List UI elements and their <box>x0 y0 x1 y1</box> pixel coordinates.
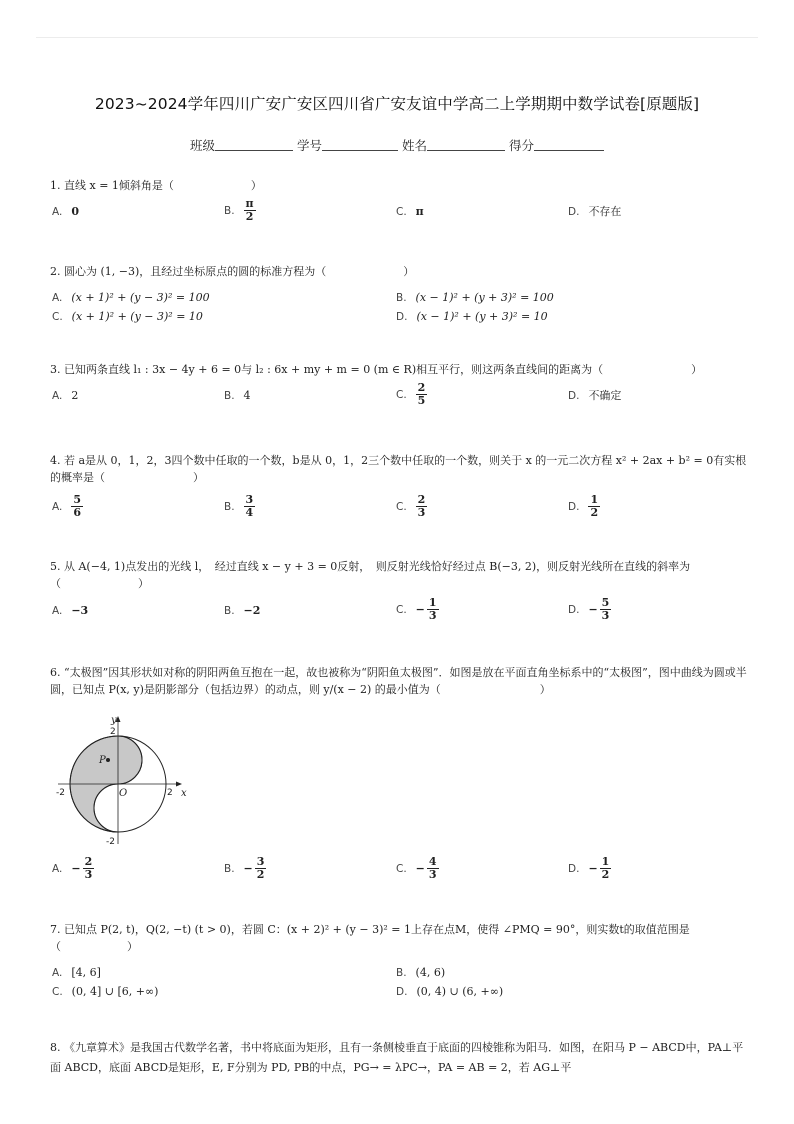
question-6-stem: 6. “太极图”因其形状如对称的阴阳两鱼互抱在一起，故也被称为“阴阳鱼太极图”．如图是放在平面直角坐标系中的“太极图”，图中曲线为圆或半圆，已知点 P(x, y)是阴影部分（包括边界）的动点，则 y/(x − 2) 的最小值为（ ） <box>50 666 747 696</box>
tick-right-label: 2 <box>167 788 173 798</box>
q2-option-c[interactable]: C. (x + 1)² + (y − 3)² = 10 <box>52 310 203 323</box>
q5-option-c[interactable]: C. − $\frac{1}{3}$ <box>396 596 437 622</box>
question-1-stem: 1. 直线 x = 1倾斜角是（ ） <box>50 179 262 192</box>
q7-option-d[interactable]: D. (0, 4) ∪ (6, +∞) <box>396 985 504 998</box>
question-8-stem: 8. 《九章算术》是我国古代数学名著，书中将底面为矩形，且有一条侧棱垂直于底面的四棱锥称为阳马．如图，在阳马 P − ABCD中，PA⊥平面 ABCD，底面 ABCD是矩形，E, F分别为 PD, PB的中点，PG→ = λPC→，PA = AB = 2，若 AG⊥平 <box>50 1041 744 1074</box>
tick-top-label: 2 <box>110 727 116 737</box>
class-label: 班级 <box>189 138 215 153</box>
score-blank[interactable] <box>534 138 604 151</box>
exam-title: 2023~2024学年四川广安广安区四川省广安友谊中学高二上学期期中数学试卷[原题版] <box>94 95 700 113</box>
q2-option-b[interactable]: B. (x − 1)² + (y + 3)² = 100 <box>396 291 554 304</box>
y-axis-label: y <box>111 715 117 726</box>
x-axis-label: x <box>181 788 187 799</box>
q7-option-c[interactable]: C. (0, 4] ∪ [6, +∞) <box>52 985 159 998</box>
q3-option-a[interactable]: A. 2 <box>52 389 79 402</box>
point-p-label: P <box>99 755 106 766</box>
q1-option-a[interactable]: A. 0 <box>52 205 79 218</box>
q7-option-a[interactable]: A. [4, 6] <box>52 966 101 979</box>
tick-bottom-label: -2 <box>106 837 115 847</box>
q4-option-a[interactable]: A. $\frac{5}{6}$ <box>52 493 81 519</box>
question-3-stem: 3. 已知两条直线 l₁ : 3x − 4y + 6 = 0与 l₂ : 6x + my + m = 0 (m ∈ R)相互平行，则这两条直线间的距离为（ ） <box>50 363 703 376</box>
q6-option-d[interactable]: D. − $\frac{1}{2}$ <box>568 855 610 881</box>
q1-option-d[interactable]: D. 不存在 <box>568 205 622 218</box>
q4-option-c[interactable]: C. $\frac{2}{3}$ <box>396 493 426 519</box>
q5-option-a[interactable]: A. −3 <box>52 604 89 617</box>
taiji-figure <box>52 712 192 850</box>
q6-option-c[interactable]: C. − $\frac{4}{3}$ <box>396 855 437 881</box>
q6-option-b[interactable]: B. − $\frac{3}{2}$ <box>224 855 265 881</box>
x-axis-arrow-icon <box>176 782 182 787</box>
class-blank[interactable] <box>215 138 293 151</box>
q2-option-d[interactable]: D. (x − 1)² + (y + 3)² = 10 <box>396 310 548 323</box>
q3-option-d[interactable]: D. 不确定 <box>568 389 622 402</box>
q5-option-d[interactable]: D. − $\frac{5}{3}$ <box>568 596 610 622</box>
q1-option-b[interactable]: B. $\frac{\pi}{2}$ <box>224 197 254 223</box>
point-p-dot <box>106 758 110 762</box>
score-label: 得分 <box>508 138 534 153</box>
question-2-stem: 2. 圆心为 (1, −3)，且经过坐标原点的圆的标准方程为（ ） <box>50 265 415 278</box>
student-info-row <box>0 136 794 154</box>
q6-option-a[interactable]: A. − $\frac{2}{3}$ <box>52 855 93 881</box>
q1-option-c[interactable]: C. π <box>396 205 424 218</box>
q5-option-b[interactable]: B. −2 <box>224 604 261 617</box>
q4-option-d[interactable]: D. $\frac{1}{2}$ <box>568 493 599 519</box>
origin-label: O <box>119 788 128 799</box>
q3-option-b[interactable]: B. 4 <box>224 389 251 402</box>
id-blank[interactable] <box>322 138 398 151</box>
q4-option-b[interactable]: B. $\frac{3}{4}$ <box>224 493 254 519</box>
q3-option-c[interactable]: C. $\frac{2}{5}$ <box>396 381 426 407</box>
id-label: 学号 <box>296 138 322 153</box>
question-7-stem: 7. 已知点 P(2, t)，Q(2, −t) (t > 0)，若圆 C：(x + 2)² + (y − 3)² = 1上存在点M，使得 ∠PMQ = 90°，则实数t的取值范围是（ ） <box>50 923 690 953</box>
question-4-stem: 4. 若 a是从 0，1，2，3四个数中任取的一个数，b是从 0，1，2三个数中任取的一个数，则关于 x 的一元二次方程 x² + 2ax + b² = 0有实根的概率是（ ） <box>50 454 747 484</box>
q7-option-b[interactable]: B. (4, 6) <box>396 966 446 979</box>
question-5-stem: 5. 从 A(−4, 1)点发出的光线 l， 经过直线 x − y + 3 = 0反射， 则反射光线恰好经过点 B(−3, 2)，则反射光线所在直线的斜率为（ ） <box>50 560 691 590</box>
q2-option-a[interactable]: A. (x + 1)² + (y − 3)² = 100 <box>52 291 210 304</box>
name-label: 姓名 <box>401 138 427 153</box>
name-blank[interactable] <box>427 138 505 151</box>
tick-left-label: -2 <box>56 788 65 798</box>
header-divider <box>36 37 758 38</box>
